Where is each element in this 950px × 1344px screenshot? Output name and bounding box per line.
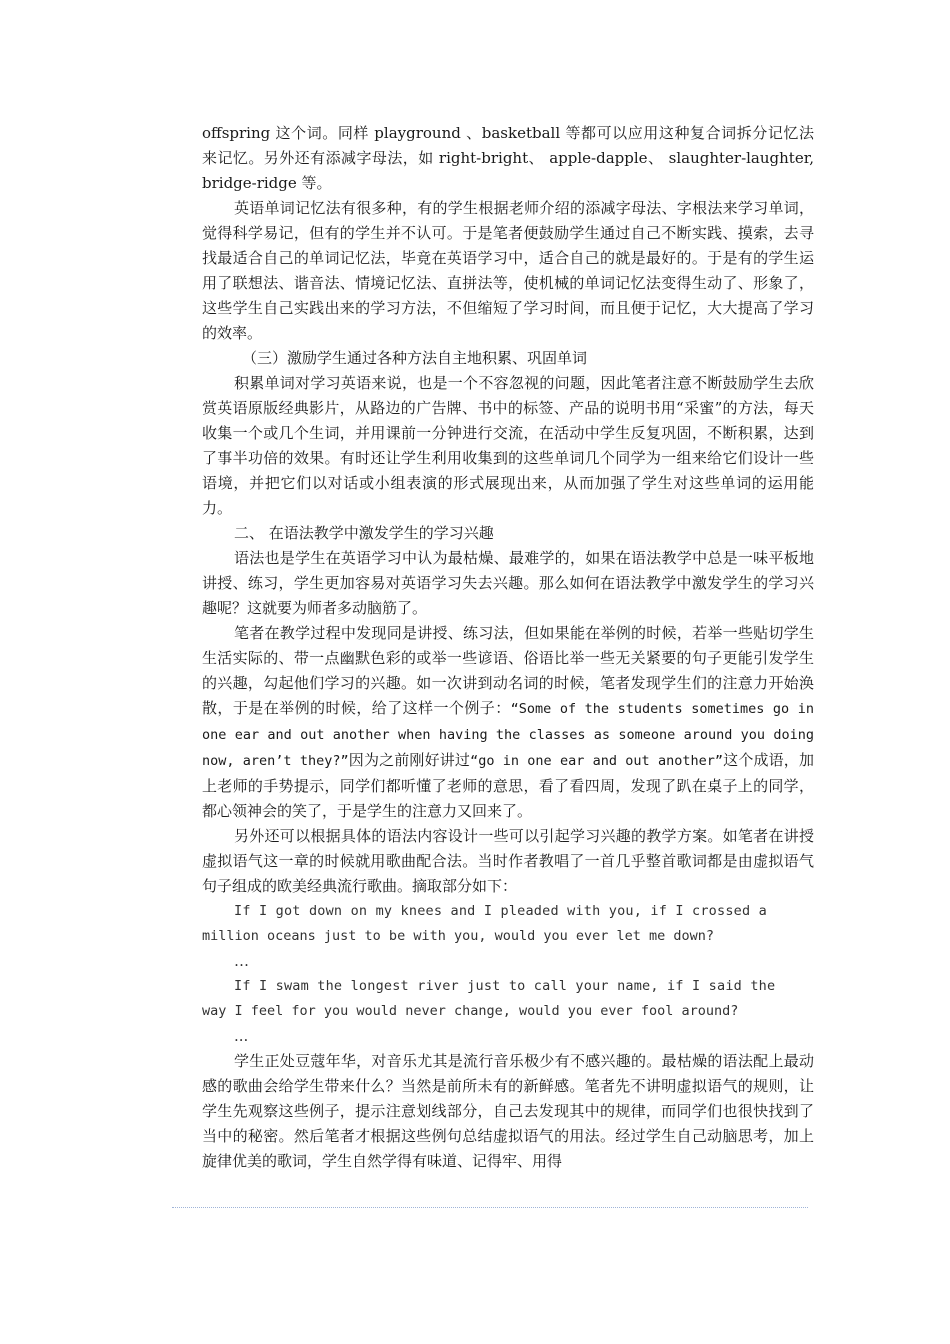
lyric-line-2a: If I swam the longest river just to call your name, if I said the <box>234 978 776 994</box>
paragraph-song-method: 另外还可以根据具体的语法内容设计一些可以引起学习兴趣的教学方案。如笔者在讲授虚拟语气这一章的时候就用歌曲配合法。当时作者教唱了一首几乎整首歌词都是由虚拟语气句子组成的欧美经典流行歌曲。摘取部分如下： <box>202 827 814 895</box>
section-heading-accumulate-words: （三）激励学生通过各种方法自主地积累、巩固单词 <box>242 349 588 367</box>
lyric-line-2b: way I feel for you would never change, would you ever fool around? <box>202 1003 739 1019</box>
paragraph-memory-methods: 英语单词记忆法有很多种，有的学生根据老师介绍的添减字母法、字根法来学习单词，觉得科学易记，但有的学生并不认可。于是笔者便鼓励学生通过自己不断实践、摸索，去寻找最适合自己的单词记忆法，毕竟在英语学习中，适合自己的就是最好的。于是有的学生运用了联想法、谐音法、情境记忆法、直拼法等，使机械的单词记忆法变得生动了、形象了，这些学生自己实践出来的学习方法，不但缩短了学习时间，而且便于记忆，大大提高了学习的效率。 <box>202 199 814 342</box>
examples-text-a: 笔者在教学过程中发现同是讲授、练习法，但如果能在举例的时候，若举一些贴切学生生活实际的、带一点幽默色彩的或举一些谚语、俗语比举一些无关紧要的句子更能引发学生的兴趣，勾起他们学习的兴趣。如一次讲到动名词的时候，笔者发现学生们的注意力开始涣散，于是在举例的时候，给了这样一个例子： <box>202 624 814 717</box>
body-text <box>202 121 814 1174</box>
lyric-ellipsis-1: … <box>234 952 249 970</box>
footer-divider <box>172 1207 808 1208</box>
paragraph-grammar-intro: 语法也是学生在英语学习中认为最枯燥、最难学的，如果在语法教学中总是一味平板地讲授、练习，学生更加容易对英语学习失去兴趣。那么如何在语法教学中激发学生的学习兴趣呢？这就要为师者多动脑筋了。 <box>202 549 814 617</box>
paragraph-song-effect: 学生正处豆蔻年华，对音乐尤其是流行音乐极少有不感兴趣的。最枯燥的语法配上最动感的歌曲会给学生带来什么？当然是前所未有的新鲜感。笔者先不讲明虚拟语气的规则，让学生先观察这些例子，提示注意划线部分，自己去发现其中的规律，而同学们也很快找到了当中的秘密。然后笔者才根据这些例句总结虚拟语气的用法。经过学生自己动脑思考，加上旋律优美的歌词，学生自然学得有味道、记得牢、用得 <box>202 1052 814 1170</box>
section-heading-grammar: 二、 在语法教学中激发学生的学习兴趣 <box>234 524 494 542</box>
examples-text-c: 因为之前刚好讲过 <box>348 751 471 769</box>
paragraph-examples <box>202 621 814 824</box>
lyric-line-1a: If I got down on my knees and I pleaded with you, if I crossed a <box>234 903 767 919</box>
examples-text-e: 这个成语，加上老师的手势提示，同学们都听懂了老师的意思，看了看四周，发现了趴在桌子上的同学，都心领神会的笑了，于是学生的注意力又回来了。 <box>202 751 814 820</box>
paragraph-offspring: offspring 这个词。同样 playground 、basketball 等都可以应用这种复合词拆分记忆法来记忆。另外还有添减字母法，如 right-bright、 apple-dapple、 slaughter-laughter, bridge-ridge 等。 <box>202 124 814 192</box>
lyric-ellipsis-2: ... <box>234 1027 249 1045</box>
example-sentence: “Some of the students sometimes go in one ear and out another when having the classes as someone around you doing now, aren’t they?” <box>202 701 814 769</box>
lyric-line-1b: million oceans just to be with you, would you ever let me down? <box>202 928 715 944</box>
idiom-quote: “go in one ear and out another” <box>470 753 723 769</box>
paragraph-accumulate-words: 积累单词对学习英语来说，也是一个不容忽视的问题，因此笔者注意不断鼓励学生去欣赏英语原版经典影片，从路边的广告牌、书中的标签、产品的说明书用“采蜜”的方法，每天收集一个或几个生词，并用课前一分钟进行交流，在活动中学生反复巩固，不断积累，达到了事半功倍的效果。有时还让学生利用收集到的这些单词几个同学为一组来给它们设计一些语境，并把它们以对话或小组表演的形式展现出来，从而加强了学生对这些单词的运用能力。 <box>202 374 814 517</box>
